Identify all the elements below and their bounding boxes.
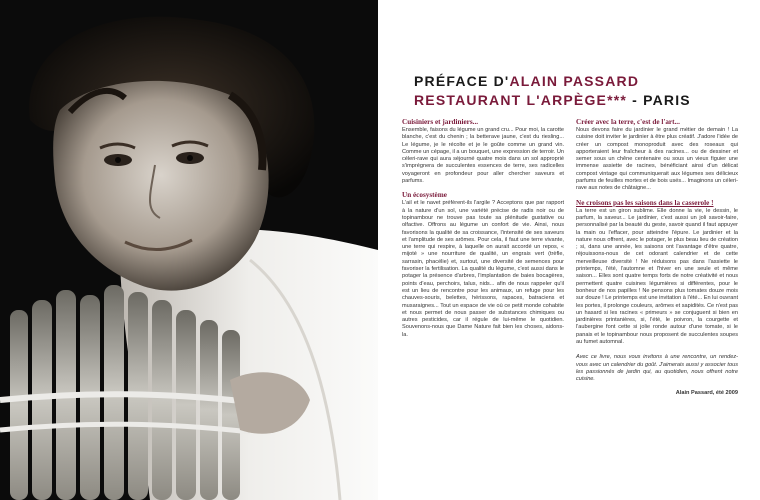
chef-photo: [0, 0, 378, 500]
title-restaurant: RESTAURANT L'ARPÈGE***: [414, 92, 628, 108]
chef-with-asparagus-image: [0, 0, 378, 500]
text-page: [380, 0, 760, 500]
section-paragraph: L'ail et le navet préfèrent-ils l'argile ? Acceptons que par rapport à la nature d'un sol, une variété précise de radis noir ou de topinambour ne trouve pas toute sa plénitude gustative ou olfactive. Offrons au légume un confort de vie. Ainsi, nous favorisons la qualité de sa croissance, l'intensité de ses saveurs et l'amplitude de ses arômes. Pour cela, il faut une terre vivante, une terre qui respire, à laquelle on aurait accordé un repos, « mijoté » une nourriture de qualité, un engrais vert (trèfle, sarrasin, phacélie) et, surtout, une diversité de semences pour favoriser la fertilisation. La qualité du légume, c'est aussi dans le potager la présence d'arbres, l'implantation de baies bocagères, points d'eau, perchoirs, talus, nids... afin de nous rappeler qu'il est un lieu de rencontre pour les animaux, un refuge pour les chauves-souris, belettes, hérissons, rapaces, batraciens et musaraignes... Tout un espace de vie où ce petit monde cohabite et nous permet de nous passer de substances chimiques ou autres pesticides, car il régule de lui-même le quotidien. Souvenons-nous que Dame Nature fait bien les choses, aidons-la.: [402, 200, 564, 338]
section-paragraph: Ensemble, faisons du légume un grand cru... Pour moi, la carotte blanche, c'est du chenin ; la betterave jaune, c'est du riesling... Le légume, je le récolte et je le goûte comme un grand vin. Comme un cépage, il a un bouquet, une expression de terroir. Un céleri-rave qui aura séjourné quatre mois dans un sol approprié s'imprégnera de succulentes essences de terre, ses radicelles voyageront en profondeur pour aller chercher saveurs et parfums.: [402, 127, 565, 185]
left-column: [402, 118, 564, 345]
right-column: [576, 118, 738, 397]
section-paragraph: Nous devons faire du jardinier le grand métier de demain ! La cuisine doit inviter le jardinier à être plus créatif. J'adore l'idée de créer un compost monoproduit avec des roseaux qui apporteraient leur fraîcheur à des racines... ou de dessiner et semer sous un chêne centenaire ou sous un vieux figuier une immense assiette de racines, bénéficiant ainsi d'un délicat compost vintage qui communiquerait aux légumes ses délicieux parfums de feuilles mortes et de bois usés... Imaginons un céleri-rave aux notes de châtaigne...: [576, 127, 738, 192]
title-line-2: [414, 91, 691, 110]
closing-paragraph: Avec ce livre, nous vous invitons à une rencontre, un rendez-vous avec un calendrier du goût. J'aimerais aussi y associer tous les passionnés de jardin qui, au quotidien, nous offrent notre cuisine.: [576, 354, 738, 383]
page-title: [414, 72, 691, 110]
section-heading: Créer avec la terre, c'est de l'art...: [576, 118, 680, 126]
section-paragraph: La terre est un giron sublime. Elle donne la vie, le dessin, le parfum, la saveur... Le jardinier, c'est aussi un joli savoir-faire, personnalisé par la beauté du geste, savoir quand il faut appuyer la main ou l'effacer, pour atteindre l'épure. Le jardinier et la nature nous offrent, avec le potager, le plus beau lieu de création ; si, dans une année, les saisons ont l'avantage d'être quatre, réjouissons-nous de cet odorant calendrier et de cette merveilleuse diversité ! Ne réduisons pas dans l'assiette le printemps, l'été, l'automne et l'hiver en une seule et même saison... Elles sont quatre temps forts de notre créativité et nous permettent quatre cuisines légumières si différentes, pour le bonheur de nos papilles ! Ne pensons plus tomates douze mois sur douze ! Le printemps est une invitation à l'été... En lui ouvrant les portes, il prolonge couleurs, arômes et sapidités. Ce n'est pas un hasard si les racines « primeurs » se conjuguent si bien en jardinières printanières, si, l'été, le poivron, la courgette et l'aubergine font cette si jolie ronde autour d'une tomate, si le panais et le topinambour nous proposent de succulentes soupes au fumet automnal.: [576, 207, 738, 346]
title-city: - PARIS: [627, 92, 691, 108]
signature: Alain Passard, été 2009: [675, 389, 738, 396]
title-prefix: PRÉFACE D': [414, 73, 510, 89]
section-heading: Ne croisons pas les saisons dans la casserole !: [576, 198, 714, 207]
section-heading: Cuisiniers et jardiniers...: [402, 118, 479, 126]
title-line-1: [414, 72, 691, 91]
title-chef-name: ALAIN PASSARD: [509, 73, 640, 89]
section-heading: Un écosystème: [402, 191, 447, 200]
